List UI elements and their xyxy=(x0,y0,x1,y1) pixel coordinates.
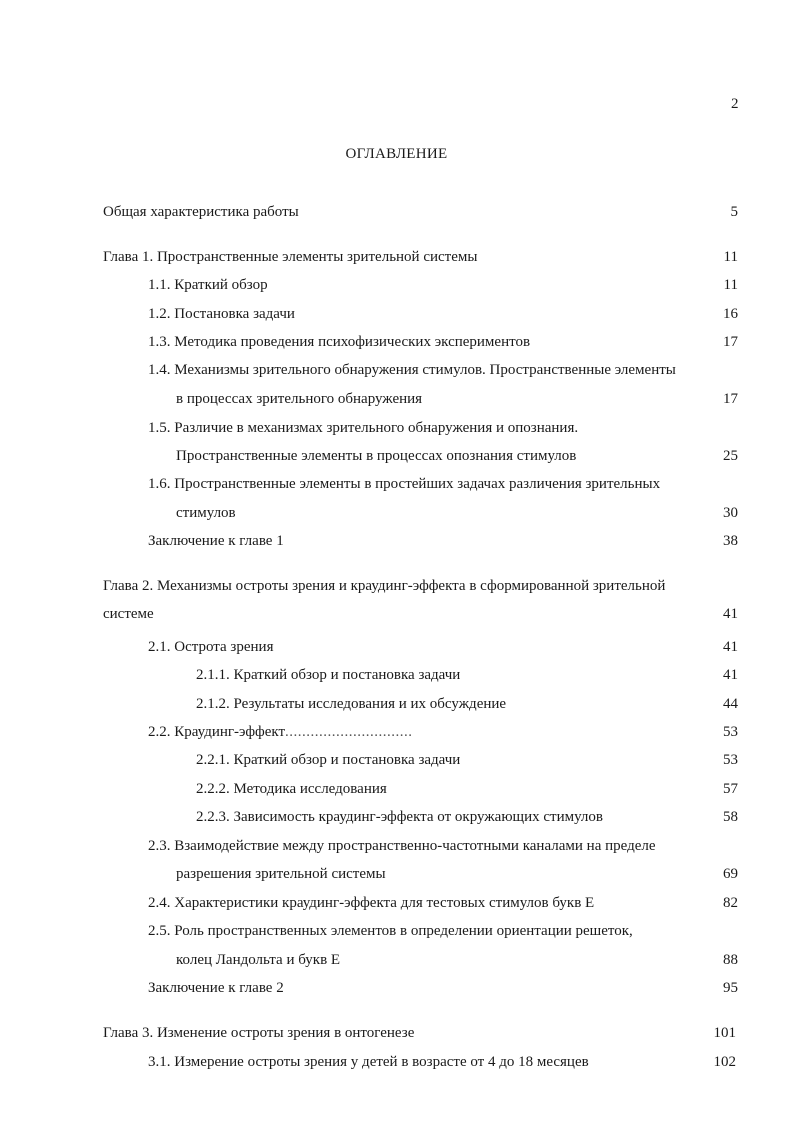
toc-entry-text: в процессах зрительного обнаружения xyxy=(176,391,423,407)
toc-entry-text: 3.1. Измерение остроты зрения у детей в возрасте от 4 до 18 месяцев xyxy=(148,1054,589,1070)
toc-entry-page: 95 xyxy=(723,980,738,996)
toc-chapter-text: системе xyxy=(103,606,154,622)
toc-entry-page: 16 xyxy=(723,306,738,322)
toc-entry-page: 30 xyxy=(723,505,738,521)
toc-entry-text: 2.3. Взаимодействие между пространственно-частотными каналами на пределе xyxy=(148,838,656,854)
toc-entry-text: 1.3. Методика проведения психофизических экспериментов xyxy=(148,334,531,350)
toc-entry-page: 41 xyxy=(723,639,738,655)
toc-entry-page: 69 xyxy=(723,866,738,882)
toc-entry-text: 1.4. Механизмы зрительного обнаружения стимулов. Пространственные элементы xyxy=(148,362,676,378)
toc-entry-text: разрешения зрительной системы xyxy=(176,866,386,882)
toc-entry-text: 2.2. Краудинг-эффект xyxy=(148,724,286,740)
toc-entry-page: 38 xyxy=(723,533,738,549)
toc-entry-text: 2.2.3. Зависимость краудинг-эффекта от окружающих стимулов xyxy=(196,809,603,825)
toc-entry-page: 57 xyxy=(723,781,738,797)
toc-entry-text: 2.5. Роль пространственных элементов в определении ориентации решеток, xyxy=(148,923,633,939)
toc-chapter-text: Глава 3. Изменение остроты зрения в онтогенезе xyxy=(103,1025,415,1041)
toc-chapter-text: Глава 1. Пространственные элементы зрительной системы xyxy=(103,249,478,265)
toc-entry-page: 58 xyxy=(723,809,738,825)
toc-entry-page: 53 xyxy=(723,724,738,740)
toc-entry-text: 2.4. Характеристики краудинг-эффекта для тестовых стимулов букв Е xyxy=(148,895,595,911)
toc-entry-page: 25 xyxy=(723,448,738,464)
toc-entry-text: Пространственные элементы в процессах опознания стимулов xyxy=(176,448,577,464)
toc-entry-text: 2.2.2. Методика исследования xyxy=(196,781,387,797)
toc-entry-text: Заключение к главе 1 xyxy=(148,533,284,549)
toc-entry-page: 44 xyxy=(723,696,738,712)
toc-entry-text: 1.1. Краткий обзор xyxy=(148,277,268,293)
toc-entry-page: 88 xyxy=(723,952,738,968)
toc-entry-row xyxy=(148,722,413,742)
toc-entry-page: 5 xyxy=(730,204,738,220)
toc-entry-text: 2.1.1. Краткий обзор и постановка задачи xyxy=(196,667,461,683)
toc-entry-page: 101 xyxy=(713,1025,736,1041)
toc-entry-page: 102 xyxy=(713,1054,736,1070)
page-title: ОГЛАВЛЕНИЕ xyxy=(345,146,448,162)
toc-leader-dots: .............................. xyxy=(285,724,413,740)
toc-chapter-text: Глава 2. Механизмы остроты зрения и краудинг-эффекта в сформированной зрительной xyxy=(103,578,666,594)
toc-entry-text: 1.2. Постановка задачи xyxy=(148,306,295,322)
toc-entry-text: 1.6. Пространственные элементы в простейших задачах различения зрительных xyxy=(148,476,661,492)
toc-entry-text: стимулов xyxy=(176,505,236,521)
page-number: 2 xyxy=(731,96,739,112)
toc-entry-text: 2.1.2. Результаты исследования и их обсуждение xyxy=(196,696,507,712)
toc-entry-text: Общая характеристика работы xyxy=(103,204,299,220)
toc-entry-text: Заключение к главе 2 xyxy=(148,980,284,996)
toc-entry-page: 53 xyxy=(723,752,738,768)
toc-entry-page: 17 xyxy=(723,391,738,407)
toc-entry-page: 11 xyxy=(723,277,738,293)
toc-entry-text: 1.5. Различие в механизмах зрительного обнаружения и опознания. xyxy=(148,420,579,436)
toc-entry-page: 41 xyxy=(723,606,738,622)
toc-entry-text: колец Ландольта и букв Е xyxy=(176,952,341,968)
toc-entry-page: 11 xyxy=(723,249,738,265)
toc-entry-text: 2.1. Острота зрения xyxy=(148,639,274,655)
toc-entry-text: 2.2.1. Краткий обзор и постановка задачи xyxy=(196,752,461,768)
toc-entry-page: 41 xyxy=(723,667,738,683)
toc-entry-page: 82 xyxy=(723,895,738,911)
toc-entry-page: 17 xyxy=(723,334,738,350)
